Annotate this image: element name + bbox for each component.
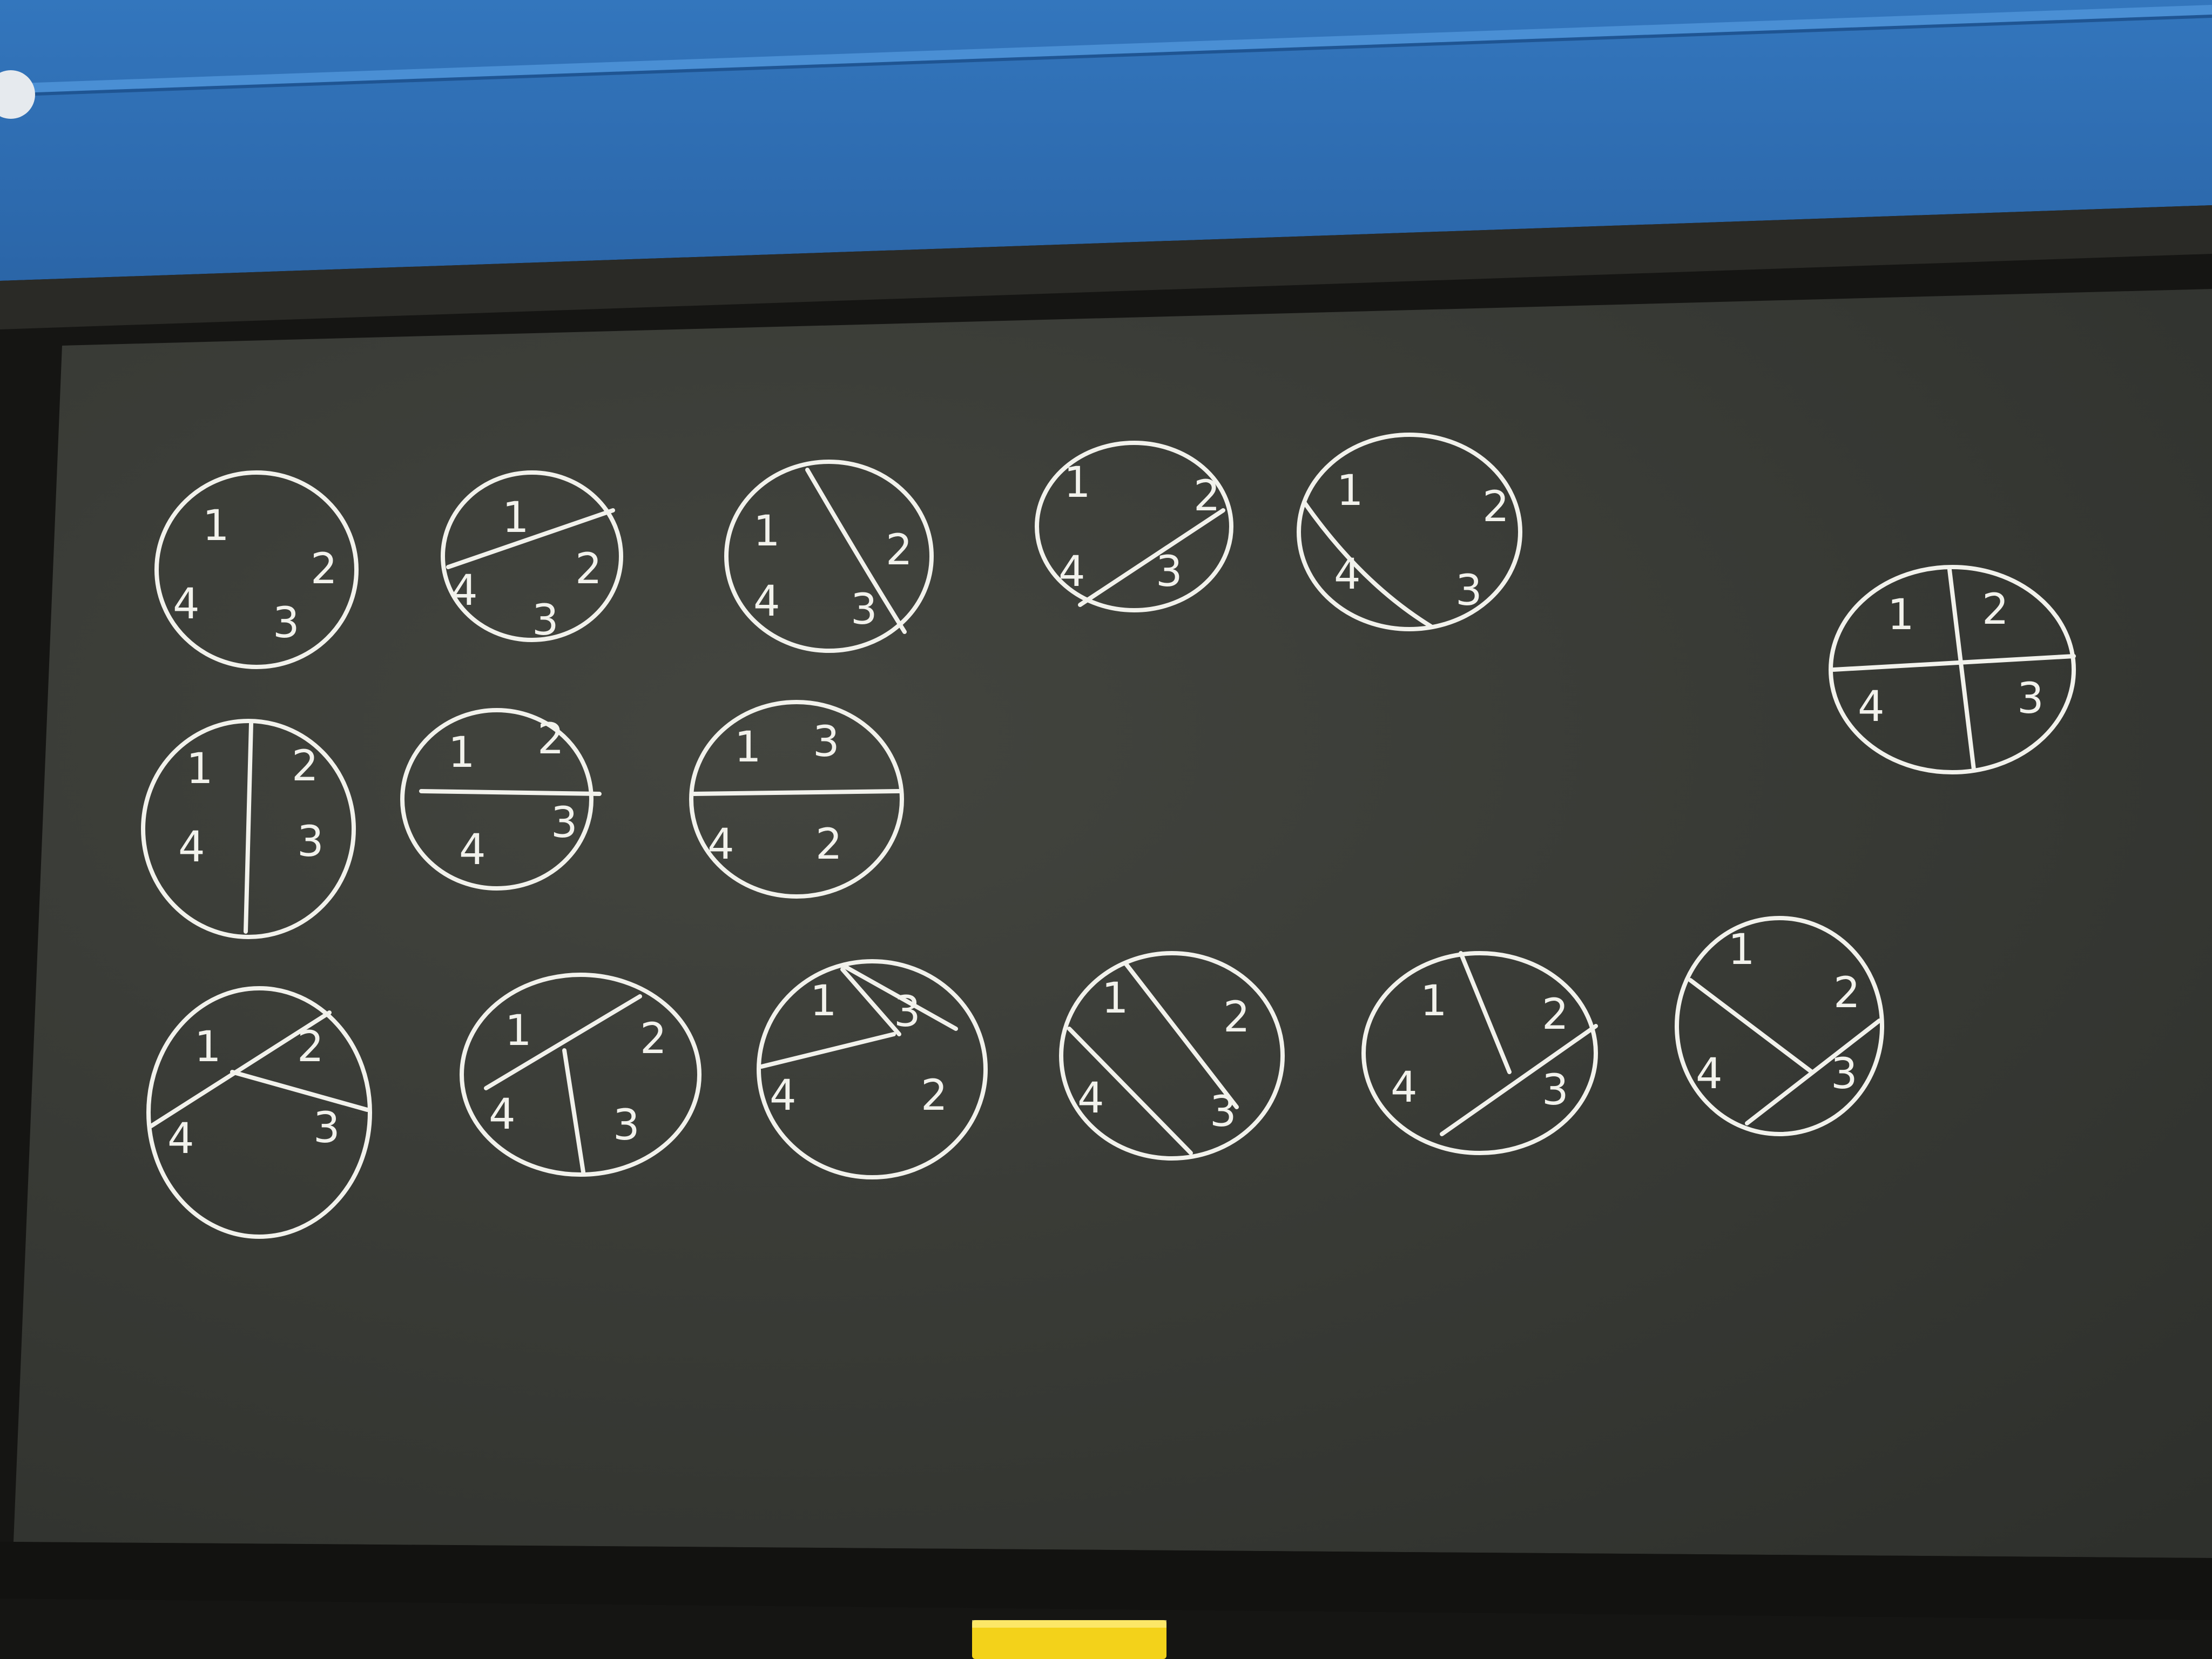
- point-label-2: 2: [1833, 969, 1860, 1017]
- point-label-2: 2: [921, 1071, 948, 1120]
- chalkboard: [14, 289, 2212, 1558]
- point-label-4: 4: [707, 820, 734, 869]
- point-label-1: 1: [194, 1023, 221, 1071]
- point-label-2: 2: [1982, 585, 2009, 634]
- point-label-3: 3: [1156, 548, 1183, 596]
- point-label-3: 3: [532, 596, 559, 645]
- point-label-4: 4: [459, 826, 486, 874]
- point-label-2: 2: [297, 1023, 324, 1071]
- point-label-2: 2: [886, 526, 913, 575]
- point-label-4: 4: [1077, 1074, 1104, 1123]
- point-label-2: 2: [292, 742, 319, 791]
- point-label-3: 3: [297, 818, 324, 866]
- point-label-4: 4: [770, 1071, 797, 1120]
- point-label-2: 2: [640, 1015, 667, 1063]
- point-label-3: 3: [894, 988, 921, 1036]
- point-label-2: 2: [575, 545, 602, 594]
- point-label-4: 4: [1058, 548, 1085, 596]
- point-label-3: 3: [851, 585, 878, 634]
- point-label-2: 2: [1193, 472, 1220, 521]
- point-label-1: 1: [1337, 467, 1364, 515]
- point-label-1: 1: [810, 977, 837, 1026]
- point-label-1: 1: [502, 494, 529, 542]
- point-label-2: 2: [537, 715, 564, 764]
- point-label-4: 4: [167, 1115, 194, 1163]
- point-label-1: 1: [448, 729, 475, 777]
- point-label-1: 1: [1064, 458, 1091, 507]
- point-label-2: 2: [815, 820, 842, 869]
- point-label-4: 4: [1696, 1050, 1723, 1098]
- point-label-3: 3: [613, 1101, 640, 1150]
- point-label-2: 2: [1223, 993, 1250, 1042]
- point-label-3: 3: [1831, 1050, 1858, 1098]
- point-label-1: 1: [734, 723, 761, 772]
- point-label-2: 2: [311, 545, 338, 594]
- point-label-3: 3: [1210, 1088, 1237, 1136]
- point-label-3: 3: [313, 1104, 340, 1152]
- point-label-4: 4: [451, 567, 478, 615]
- point-label-3: 3: [1542, 1066, 1569, 1115]
- point-label-4: 4: [1391, 1063, 1418, 1112]
- point-label-3: 3: [273, 599, 300, 648]
- point-label-1: 1: [1887, 591, 1914, 639]
- point-label-4: 4: [173, 580, 200, 629]
- point-label-1: 1: [1102, 974, 1129, 1023]
- point-label-4: 4: [178, 823, 205, 872]
- point-label-2: 2: [1482, 483, 1509, 531]
- point-label-1: 1: [753, 507, 780, 556]
- point-label-4: 4: [1334, 550, 1361, 599]
- point-label-3: 3: [551, 799, 578, 847]
- point-label-3: 3: [2017, 675, 2044, 723]
- point-label-1: 1: [186, 745, 213, 793]
- point-label-4: 4: [753, 577, 780, 626]
- point-label-2: 2: [1542, 990, 1569, 1039]
- point-label-1: 1: [203, 502, 230, 550]
- point-label-3: 3: [813, 718, 840, 766]
- point-label-1: 1: [1420, 977, 1447, 1026]
- point-label-1: 1: [1728, 926, 1755, 974]
- point-label-1: 1: [505, 1007, 532, 1055]
- point-label-4: 4: [489, 1090, 516, 1139]
- point-label-4: 4: [1858, 683, 1885, 731]
- point-label-3: 3: [1455, 567, 1482, 615]
